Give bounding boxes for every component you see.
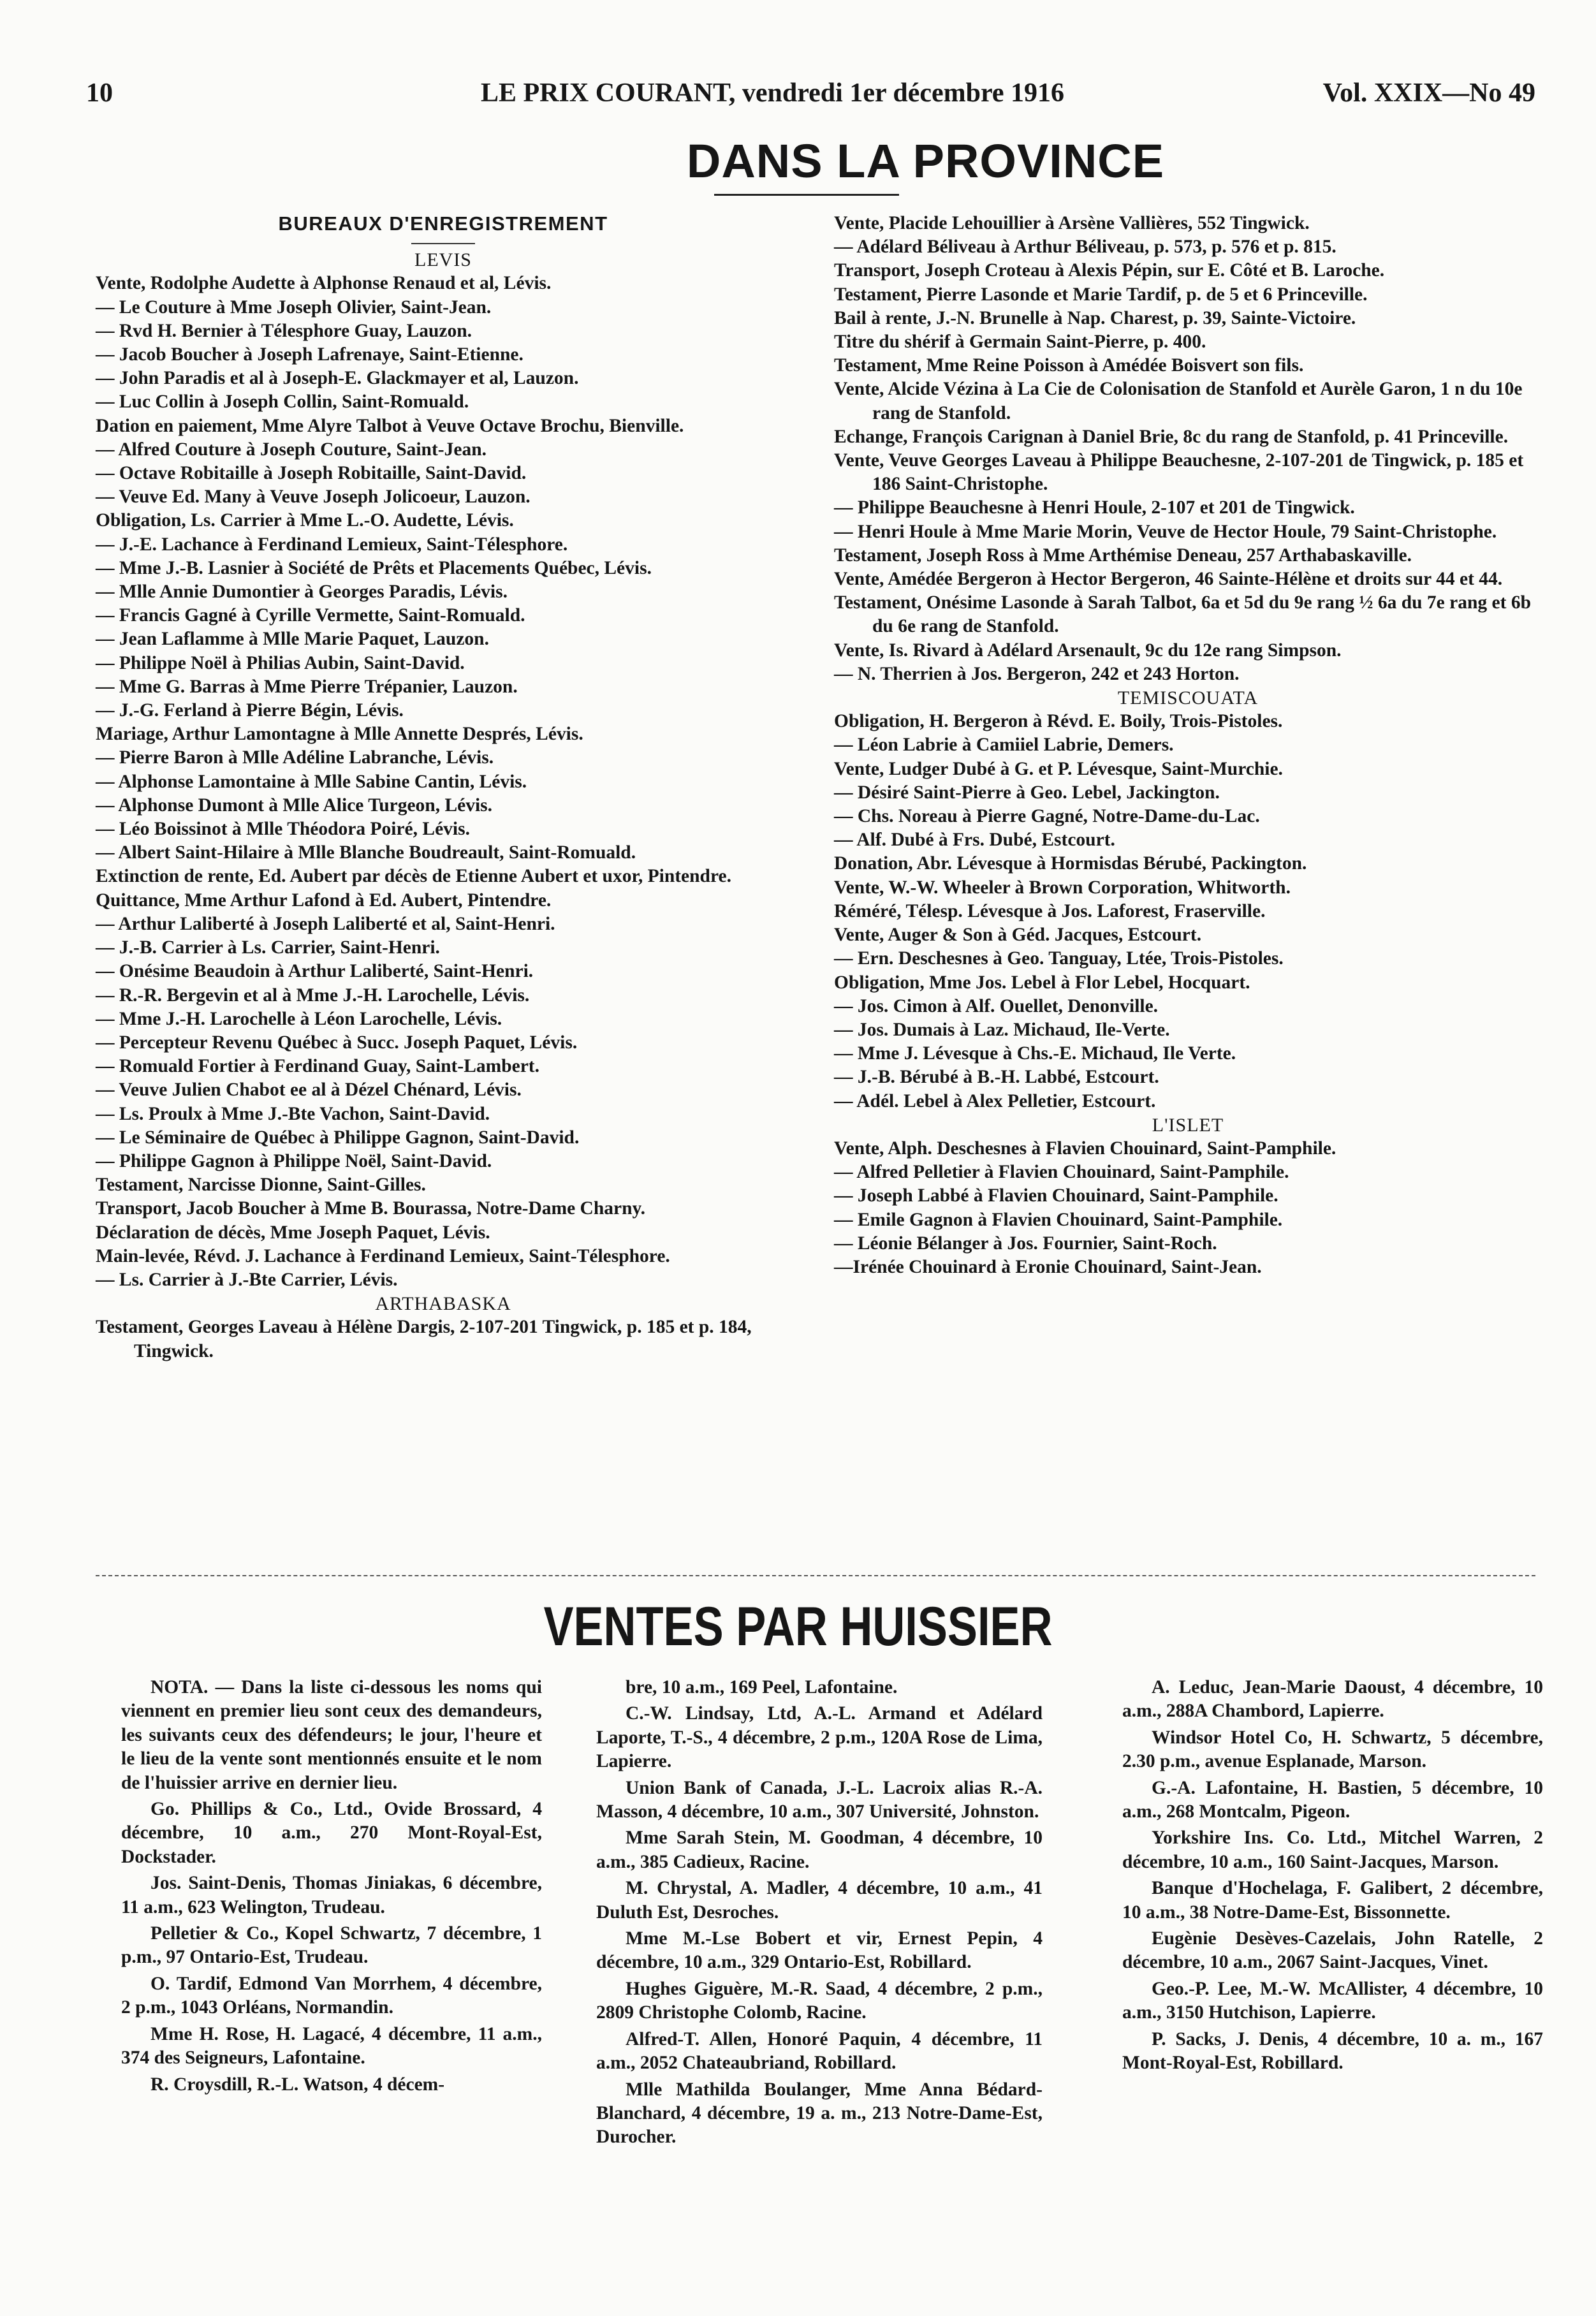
levis-entry: — Pierre Baron à Mlle Adéline Labranche, Lévis. — [96, 747, 494, 768]
levis-entry: — Alfred Couture à Joseph Couture, Saint-Jean. — [96, 439, 487, 460]
arthabaska-entry: Vente, Alcide Vézina à La Cie de Colonisation de Stanfold et Aurèle Garon, 1 n du 10e rang de Stanfold. — [834, 379, 1523, 423]
levis-entry: — Veuve Ed. Many à Veuve Joseph Jolicoeur, Lauzon. — [96, 487, 531, 508]
levis-entry: Déclaration de décès, Mme Joseph Paquet, Lévis. — [96, 1222, 490, 1243]
sale-entry: M. Chrystal, A. Madler, 4 décembre, 10 a.m., 41 Duluth Est, Desroches. — [596, 1878, 1043, 1923]
sale-entry: Mlle Mathilda Boulanger, Mme Anna Bédard-Blanchard, 4 décembre, 19 a. m., 213 Notre-Dame-Est, Durocher. — [596, 2079, 1043, 2148]
levis-entry: — Francis Gagné à Cyrille Vermette, Saint-Romuald. — [96, 605, 525, 626]
title-rule — [714, 194, 899, 196]
temiscouata-entry: Donation, Abr. Lévesque à Hormisdas Bérubé, Packington. — [834, 853, 1307, 874]
temiscouata-entry: — Jos. Dumais à Laz. Michaud, Ile-Verte. — [834, 1019, 1170, 1040]
levis-entry: — Alphonse Dumont à Mlle Alice Turgeon, Lévis. — [96, 795, 493, 816]
sale-entry: Yorkshire Ins. Co. Ltd., Mitchel Warren, 2 décembre, 10 a.m., 160 Saint-Jacques, Marson. — [1122, 1828, 1543, 1872]
levis-entry: — J.-B. Carrier à Ls. Carrier, Saint-Henri. — [96, 937, 440, 958]
sale-entry: Union Bank of Canada, J.-L. Lacroix alias R.-A. Masson, 4 décembre, 10 a.m., 307 Université, Johnston. — [596, 1777, 1043, 1822]
sale-entry: Banque d'Hochelaga, F. Galibert, 2 décembre, 10 a.m., 38 Notre-Dame-Est, Bissonnette. — [1122, 1878, 1543, 1923]
temiscouata-entry: Réméré, Télesp. Lévesque à Jos. Laforest, Fraserville. — [834, 900, 1266, 921]
sale-entry: Geo.-P. Lee, M.-W. McAllister, 4 décembre, 10 a.m., 3150 Hutchison, Lapierre. — [1122, 1978, 1543, 2023]
sale-entry: C.-W. Lindsay, Ltd, A.-L. Armand et Adélard Laporte, T.-S., 4 décembre, 2 p.m., 120A Rose de Lima, Lapierre. — [596, 1703, 1043, 1772]
ventes-title: VENTES PAR HUISSIER — [543, 1596, 1053, 1657]
arthabaska-entry: — Henri Houle à Mme Marie Morin, Veuve de Hector Houle, 79 Saint-Christophe. — [834, 521, 1497, 542]
arthabaska-entry: Transport, Joseph Croteau à Alexis Pépin, sur E. Côté et B. Laroche. — [834, 260, 1385, 281]
section-divider — [96, 1575, 1535, 1576]
ventes-column-2 — [596, 1676, 1043, 2152]
levis-entry: — Léo Boissinot à Mlle Théodora Poiré, Lévis. — [96, 819, 470, 840]
ventes-column-3 — [1122, 1676, 1543, 2078]
temiscouata-entry: — Alf. Dubé à Frs. Dubé, Estcourt. — [834, 830, 1115, 851]
levis-entry: — Philippe Gagnon à Philippe Noël, Saint-David. — [96, 1150, 492, 1171]
temiscouata-heading: TEMISCOUATA — [1117, 687, 1259, 709]
levis-entry: Main-levée, Révd. J. Lachance à Ferdinand Lemieux, Saint-Télesphore. — [96, 1245, 670, 1266]
levis-entry: Mariage, Arthur Lamontagne à Mlle Annette Després, Lévis. — [96, 724, 583, 745]
sale-entry: Mme M.-Lse Bobert et vir, Ernest Pepin, 4 décembre, 10 a.m., 329 Ontario-Est, Robillard. — [596, 1928, 1043, 1973]
sale-entry: P. Sacks, J. Denis, 4 décembre, 10 a. m., 167 Mont-Royal-Est, Robillard. — [1122, 2028, 1543, 2074]
levis-entry: — Percepteur Revenu Québec à Succ. Joseph Paquet, Lévis. — [96, 1032, 578, 1053]
arthabaska-entry: — Adélard Béliveau à Arthur Béliveau, p. 573, p. 576 et p. 815. — [834, 237, 1336, 258]
levis-entry: — Octave Robitaille à Joseph Robitaille, Saint-David. — [96, 463, 527, 484]
levis-entry: — Le Séminaire de Québec à Philippe Gagnon, Saint-David. — [96, 1127, 580, 1148]
levis-entry: Vente, Rodolphe Audette à Alphonse Renaud et al, Lévis. — [96, 273, 552, 294]
temiscouata-entry: Vente, W.-W. Wheeler à Brown Corporation, Whitworth. — [834, 877, 1291, 898]
levis-heading: LEVIS — [414, 249, 472, 271]
temiscouata-entry: — Léon Labrie à Camiiel Labrie, Demers. — [834, 735, 1174, 756]
arthabaska-entries-right — [834, 212, 1542, 686]
levis-entry: — Ls. Carrier à J.-Bte Carrier, Lévis. — [96, 1269, 398, 1290]
sale-entry: G.-A. Lafontaine, H. Bastien, 5 décembre, 10 a.m., 268 Montcalm, Pigeon. — [1122, 1777, 1543, 1822]
sale-entry: Mme Sarah Stein, M. Goodman, 4 décembre, 10 a.m., 385 Cadieux, Racine. — [596, 1828, 1043, 1872]
levis-entry: — Albert Saint-Hilaire à Mlle Blanche Boudreault, Saint-Romuald. — [96, 842, 636, 863]
temiscouata-entry: — Adél. Lebel à Alex Pelletier, Estcourt. — [834, 1090, 1156, 1111]
levis-entry: — Alphonse Lamontaine à Mlle Sabine Cantin, Lévis. — [96, 771, 527, 792]
levis-entry: — Onésime Beaudoin à Arthur Laliberté, Saint-Henri. — [96, 961, 534, 982]
sale-entry: Windsor Hotel Co, H. Schwartz, 5 décembre, 2.30 p.m., avenue Esplanade, Marson. — [1122, 1727, 1543, 1772]
arthabaska-entry: Testament, Georges Laveau à Hélène Dargis, 2-107-201 Tingwick, p. 185 et p. 184, Tingwick. — [96, 1317, 752, 1361]
levis-entry: Quittance, Mme Arthur Lafond à Ed. Aubert, Pintendre. — [96, 890, 552, 911]
temiscouata-entry: — Ern. Deschesnes à Geo. Tanguay, Ltée, Trois-Pistoles. — [834, 948, 1284, 969]
islet-entry: — Emile Gagnon à Flavien Chouinard, Saint-Pamphile. — [834, 1209, 1283, 1230]
province-left-column — [96, 212, 791, 1363]
temiscouata-entry: — J.-B. Bérubé à B.-H. Labbé, Estcourt. — [834, 1067, 1159, 1088]
sale-entry: Eugènie Desèves-Cazelais, John Ratelle, 2 décembre, 10 a.m., 2067 Saint-Jacques, Vinet. — [1122, 1928, 1543, 1973]
sale-entry: Jos. Saint-Denis, Thomas Jiniakas, 6 décembre, 11 a.m., 623 Welington, Trudeau. — [121, 1873, 542, 1917]
arthabaska-entry: Bail à rente, J.-N. Brunelle à Nap. Charest, p. 39, Sainte-Victoire. — [834, 307, 1356, 328]
temiscouata-entry: — Chs. Noreau à Pierre Gagné, Notre-Dame-du-Lac. — [834, 806, 1260, 827]
volume-number: Vol. XXIX—No 49 — [1322, 78, 1535, 108]
levis-entry: — Jacob Boucher à Joseph Lafrenaye, Saint-Etienne. — [96, 344, 523, 365]
levis-entry: — Mme J.-B. Lasnier à Société de Prêts et Placements Québec, Lévis. — [96, 557, 652, 578]
arthabaska-entry: Testament, Pierre Lasonde et Marie Tardif, p. de 5 et 6 Princeville. — [834, 284, 1368, 305]
sale-entry: Go. Phillips & Co., Ltd., Ovide Brossard, 4 décembre, 10 a.m., 270 Mont-Royal-Est, Dockstader. — [121, 1799, 542, 1867]
publication-line: LE PRIX COURANT, vendredi 1er décembre 1916 — [481, 78, 1064, 108]
sale-entry: A. Leduc, Jean-Marie Daoust, 4 décembre, 10 a.m., 288A Chambord, Lapierre. — [1122, 1677, 1543, 1722]
arthabaska-entry: Vente, Placide Lehouillier à Arsène Vallières, 552 Tingwick. — [834, 213, 1310, 233]
temiscouata-entry: — Mme J. Lévesque à Chs.-E. Michaud, Ile Verte. — [834, 1043, 1236, 1064]
arthabaska-entry: — N. Therrien à Jos. Bergeron, 242 et 243 Horton. — [834, 663, 1240, 684]
arthabaska-entry: — Philippe Beauchesne à Henri Houle, 2-107 et 201 de Tingwick. — [834, 497, 1355, 518]
arthabaska-entry: Testament, Joseph Ross à Mme Arthémise Deneau, 257 Arthabaskaville. — [834, 545, 1412, 566]
temiscouata-entry: — Désiré Saint-Pierre à Geo. Lebel, Jackington. — [834, 782, 1220, 803]
islet-entries — [834, 1137, 1542, 1279]
islet-entry: —Irénée Chouinard à Eronie Chouinard, Saint-Jean. — [834, 1256, 1262, 1277]
page-number: 10 — [86, 78, 113, 108]
levis-entry: Extinction de rente, Ed. Aubert par décès de Etienne Aubert et uxor, Pintendre. — [96, 866, 731, 887]
levis-entry: — Romuald Fortier à Ferdinand Guay, Saint-Lambert. — [96, 1056, 540, 1077]
levis-entry: — J.-G. Ferland à Pierre Bégin, Lévis. — [96, 700, 404, 721]
levis-entry: — Rvd H. Bernier à Télesphore Guay, Lauzon. — [96, 320, 472, 341]
sale-entry: NOTA. — Dans la liste ci-dessous les noms qui viennent en premier lieu sont ceux des demandeurs, les suivants ceux des défendeurs; le jour, l'heure et le lieu de la vente sont mentionnés ensuite et le nom de l'huissier arrive en dernier lieu. — [121, 1677, 542, 1793]
levis-entry: — Philippe Noël à Philias Aubin, Saint-David. — [96, 652, 465, 673]
arthabaska-entry: Echange, François Carignan à Daniel Brie, 8c du rang de Stanfold, p. 41 Princeville. — [834, 426, 1509, 447]
divider-rule — [411, 243, 475, 244]
arthabaska-entry: Testament, Mme Reine Poisson à Amédée Boisvert son fils. — [834, 355, 1304, 376]
islet-entry: — Léonie Bélanger à Jos. Fournier, Saint-Roch. — [834, 1233, 1217, 1254]
levis-entry: — Mlle Annie Dumontier à Georges Paradis, Lévis. — [96, 582, 508, 603]
sale-entry: Pelletier & Co., Kopel Schwartz, 7 décembre, 1 p.m., 97 Ontario-Est, Trudeau. — [121, 1923, 542, 1968]
levis-entry: — Mme J.-H. Larochelle à Léon Larochelle, Lévis. — [96, 1008, 502, 1029]
islet-entry: — Alfred Pelletier à Flavien Chouinard, Saint-Pamphile. — [834, 1162, 1289, 1183]
temiscouata-entry: Obligation, H. Bergeron à Révd. E. Boily, Trois-Pistoles. — [834, 711, 1283, 732]
levis-entry: — Arthur Laliberté à Joseph Laliberté et al, Saint-Henri. — [96, 913, 555, 934]
levis-entry: — Veuve Julien Chabot ee al à Dézel Chénard, Lévis. — [96, 1080, 522, 1101]
levis-entry: — Jean Laflamme à Mlle Marie Paquet, Lauzon. — [96, 629, 489, 650]
sale-entry: bre, 10 a.m., 169 Peel, Lafontaine. — [626, 1677, 898, 1697]
bureaux-heading: BUREAUX D'ENREGISTREMENT — [278, 212, 608, 235]
levis-entry: Dation en paiement, Mme Alyre Talbot à Veuve Octave Brochu, Bienville. — [96, 415, 684, 436]
islet-heading: L'ISLET — [1152, 1114, 1224, 1136]
levis-entry: — R.-R. Bergevin et al à Mme J.-H. Larochelle, Lévis. — [96, 985, 530, 1006]
province-right-column — [834, 212, 1542, 1279]
sale-entry: Alfred-T. Allen, Honoré Paquin, 4 décembre, 11 a.m., 2052 Chateaubriand, Robillard. — [596, 2028, 1043, 2074]
temiscouata-entry: Obligation, Mme Jos. Lebel à Flor Lebel, Hocquart. — [834, 972, 1250, 993]
temiscouata-entry: — Jos. Cimon à Alf. Ouellet, Denonville. — [834, 995, 1159, 1016]
ventes-column-1 — [121, 1676, 542, 2099]
arthabaska-entry: Vente, Is. Rivard à Adélard Arsenault, 9c du 12e rang Simpson. — [834, 640, 1342, 661]
levis-entry: Testament, Narcisse Dionne, Saint-Gilles. — [96, 1175, 426, 1196]
sale-entry: Hughes Giguère, M.-R. Saad, 4 décembre, 2 p.m., 2809 Christophe Colomb, Racine. — [596, 1978, 1043, 2023]
arthabaska-entry: Vente, Veuve Georges Laveau à Philippe Beauchesne, 2-107-201 de Tingwick, p. 185 et 186 Saint-Christophe. — [834, 450, 1524, 495]
levis-entry: — Mme G. Barras à Mme Pierre Trépanier, Lauzon. — [96, 676, 518, 697]
islet-entry: — Joseph Labbé à Flavien Chouinard, Saint-Pamphile. — [834, 1185, 1278, 1206]
levis-entry: Obligation, Ls. Carrier à Mme L.-O. Audette, Lévis. — [96, 510, 514, 531]
arthabaska-entry: Testament, Onésime Lasonde à Sarah Talbot, 6a et 5d du 9e rang ½ 6a du 7e rang et 6b du 6e rang de Stanfold. — [834, 592, 1531, 637]
page-header — [86, 78, 1535, 116]
arthabaska-entry: Titre du shérif à Germain Saint-Pierre, p. 400. — [834, 332, 1206, 353]
arthabaska-entry: Vente, Amédée Bergeron à Hector Bergeron, 46 Sainte-Hélène et droits sur 44 et 44. — [834, 569, 1503, 590]
sale-entry: O. Tardif, Edmond Van Morrhem, 4 décembre, 2 p.m., 1043 Orléans, Normandin. — [121, 1973, 542, 2018]
temiscouata-entries — [834, 710, 1542, 1113]
temiscouata-entry: Vente, Auger & Son à Géd. Jacques, Estcourt. — [834, 925, 1202, 946]
province-title: DANS LA PROVINCE — [686, 135, 1165, 187]
islet-entry: Vente, Alph. Deschesnes à Flavien Chouinard, Saint-Pamphile. — [834, 1138, 1336, 1159]
levis-entry: — Luc Collin à Joseph Collin, Saint-Romuald. — [96, 392, 469, 413]
arthabaska-heading: ARTHABASKA — [375, 1293, 511, 1315]
sale-entry: Mme H. Rose, H. Lagacé, 4 décembre, 11 a.m., 374 des Seigneurs, Lafontaine. — [121, 2023, 542, 2069]
levis-entries — [96, 272, 791, 1292]
temiscouata-entry: Vente, Ludger Dubé à G. et P. Lévesque, Saint-Murchie. — [834, 758, 1283, 779]
levis-entry: — J.-E. Lachance à Ferdinand Lemieux, Saint-Télesphore. — [96, 534, 568, 555]
levis-entry: — Ls. Proulx à Mme J.-Bte Vachon, Saint-David. — [96, 1103, 490, 1124]
levis-entry: — John Paradis et al à Joseph-E. Glackmayer et al, Lauzon. — [96, 368, 579, 389]
levis-entry: Transport, Jacob Boucher à Mme B. Bourassa, Notre-Dame Charny. — [96, 1198, 646, 1219]
levis-entry: — Le Couture à Mme Joseph Olivier, Saint-Jean. — [96, 297, 492, 318]
sale-entry: R. Croysdill, R.-L. Watson, 4 décem- — [150, 2074, 445, 2095]
arthabaska-entries-left — [96, 1316, 791, 1363]
